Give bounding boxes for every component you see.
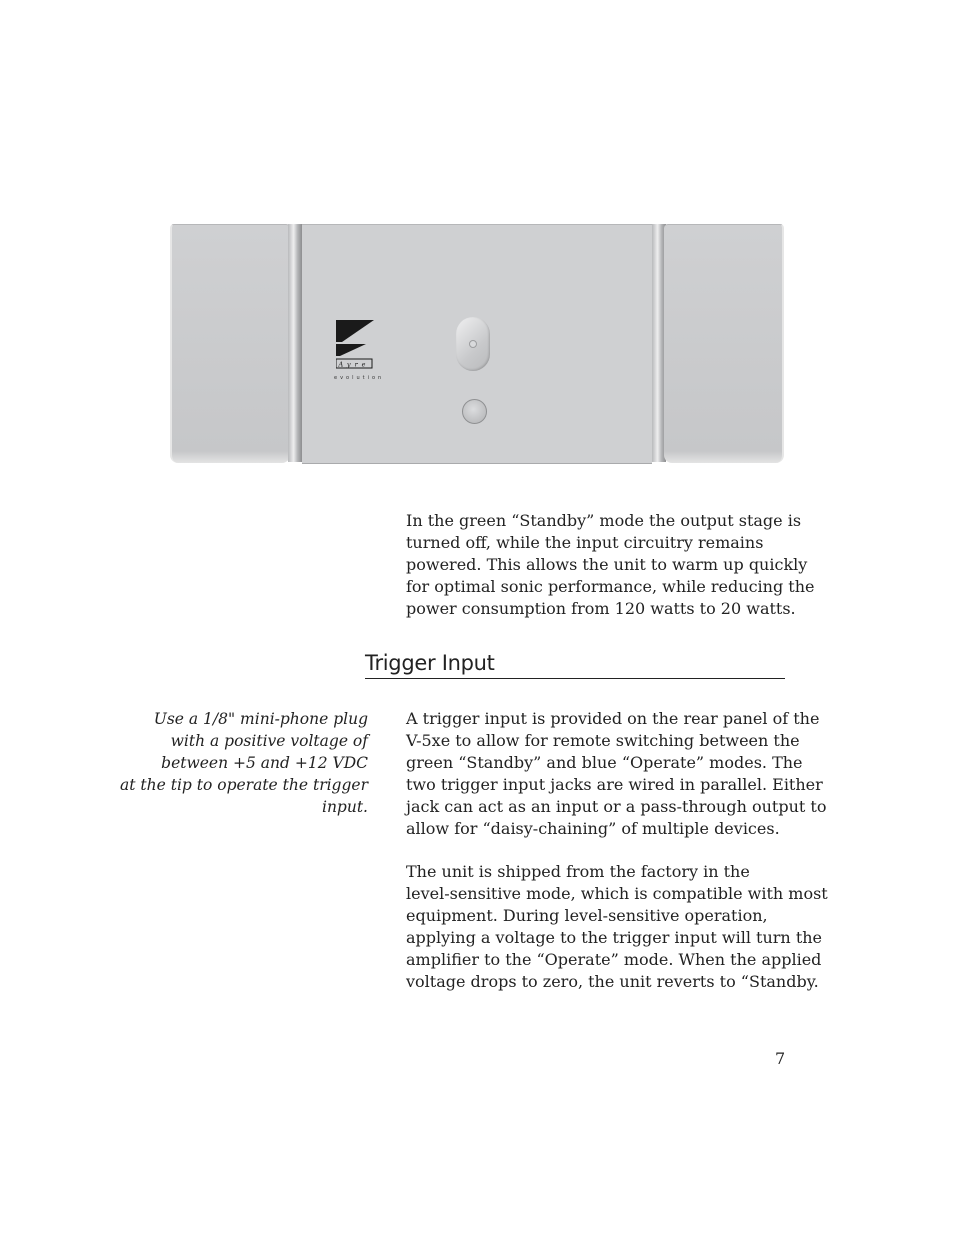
trigger-paragraph — [406, 708, 826, 840]
factory-line: amplifier to the “Operate” mode. When the applied — [406, 950, 822, 969]
standby-line: power consumption from 120 watts to 20 watts. — [406, 599, 796, 618]
section-heading: Trigger Input — [365, 648, 785, 679]
factory-line: The unit is shipped from the factory in the — [406, 862, 750, 881]
standby-line: In the green “Standby” mode the output stage is — [406, 511, 802, 530]
standby-line: powered. This allows the unit to warm up quickly — [406, 555, 808, 574]
trigger-line: A trigger input is provided on the rear panel of the — [406, 709, 820, 728]
margin-note-line: at the tip to operate the trigger — [120, 776, 368, 794]
factory-paragraph — [406, 861, 828, 993]
amplifier-left-heatsink — [170, 224, 290, 463]
trigger-line: green “Standby” and blue “Operate” modes. The — [406, 753, 803, 772]
standby-line: for optimal sonic performance, while reducing the — [406, 577, 815, 596]
ayre-logo — [336, 320, 376, 370]
trigger-line: V-5xe to allow for remote switching between the — [406, 731, 800, 750]
standby-line: turned off, while the input circuitry remains — [406, 533, 764, 552]
factory-line: voltage drops to zero, the unit reverts to “Standby. — [406, 972, 819, 991]
margin-note-line: with a positive voltage of — [170, 732, 368, 750]
indicator-led — [469, 340, 477, 348]
margin-note-line: Use a 1/8" mini-phone plug — [153, 710, 368, 728]
trigger-line: allow for “daisy-chaining” of multiple devices. — [406, 819, 780, 838]
margin-note-line: between +5 and +12 VDC — [161, 754, 368, 772]
trigger-line: jack can act as an input or a pass-through output to — [406, 797, 827, 816]
logo-word: Ayre — [338, 360, 370, 369]
factory-line: equipment. During level-sensitive operation, — [406, 906, 768, 925]
amplifier-right-heatsink — [664, 224, 784, 463]
margin-note-line: input. — [321, 798, 368, 816]
factory-line: applying a voltage to the trigger input will turn the — [406, 928, 823, 947]
power-button — [462, 399, 487, 424]
factory-line: level-sensitive mode, which is compatible with most — [406, 884, 828, 903]
trigger-line: two trigger input jacks are wired in parallel. Either — [406, 775, 823, 794]
logo-tagline: evolution — [334, 375, 385, 381]
standby-paragraph — [406, 510, 814, 620]
margin-note — [120, 708, 368, 818]
amplifier-left-groove — [288, 224, 302, 462]
standby-indicator — [456, 317, 490, 371]
amplifier-front-panel — [302, 224, 652, 464]
page-number: 7 — [775, 1049, 786, 1068]
amplifier-illustration — [170, 224, 784, 464]
